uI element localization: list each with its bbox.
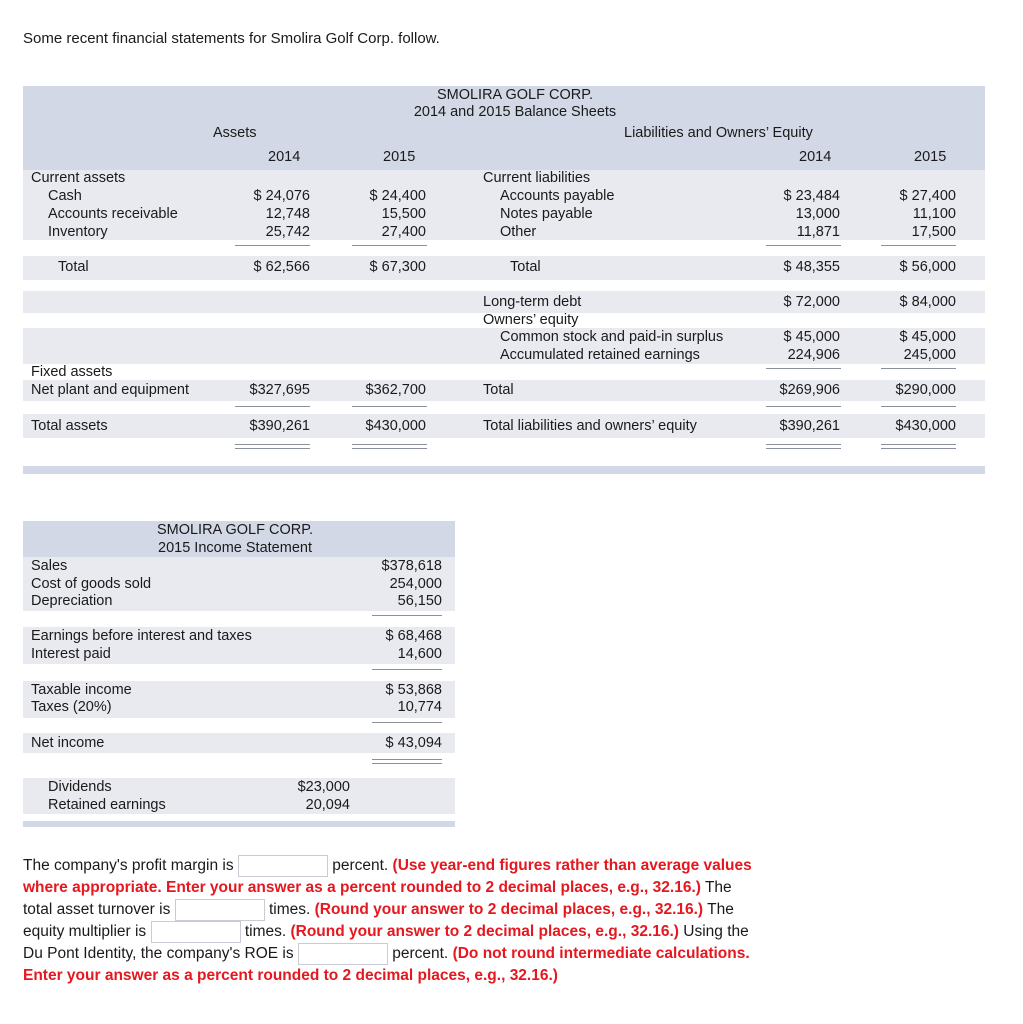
question-text: The company's profit margin is percent. (Use year-end figures rather than average values where appropriate. Enter your answer as a percent rounded to 2 decimal places, e.g., 32.16.) The total asset turnover is times. (Round your answer to 2 decimal places, e.g., 32.16.) The equity multiplier is times. (Round your answer to 2 decimal places, e.g., 32.16.) Using the Du Pont Identity, the company's ROE is percent. (Do not round intermediate calculations. Enter your answer as a percent rounded to 2 decimal places, e.g., 32.16.) xyxy=(23,855,763,987)
roe-input[interactable] xyxy=(298,943,388,965)
current-assets-label: Current assets xyxy=(31,170,126,186)
equity-multiplier-input[interactable] xyxy=(151,921,241,943)
year-2015-assets: 2015 xyxy=(383,149,416,165)
income-statement-title: 2015 Income Statement xyxy=(158,540,312,556)
current-liabilities-label: Current liabilities xyxy=(483,170,591,186)
balance-sheet-title: 2014 and 2015 Balance Sheets xyxy=(413,104,617,120)
year-2015-liab: 2015 xyxy=(914,149,947,165)
assets-header: Assets xyxy=(213,125,257,141)
balance-sheet-footer-band xyxy=(23,466,985,474)
year-2014-assets: 2014 xyxy=(268,149,301,165)
balance-sheet-company: SMOLIRA GOLF CORP. xyxy=(436,87,594,103)
intro-text: Some recent financial statements for Smolira Golf Corp. follow. xyxy=(23,30,440,47)
year-2014-liab: 2014 xyxy=(799,149,832,165)
liabilities-header: Liabilities and Owners’ Equity xyxy=(624,125,813,141)
profit-margin-input[interactable] xyxy=(238,855,328,877)
owners-equity-label: Owners’ equity xyxy=(483,312,579,328)
income-statement-company: SMOLIRA GOLF CORP. xyxy=(156,522,314,538)
total-asset-turnover-input[interactable] xyxy=(175,899,265,921)
fixed-assets-label: Fixed assets xyxy=(31,364,113,380)
income-statement-footer-band xyxy=(23,821,455,827)
